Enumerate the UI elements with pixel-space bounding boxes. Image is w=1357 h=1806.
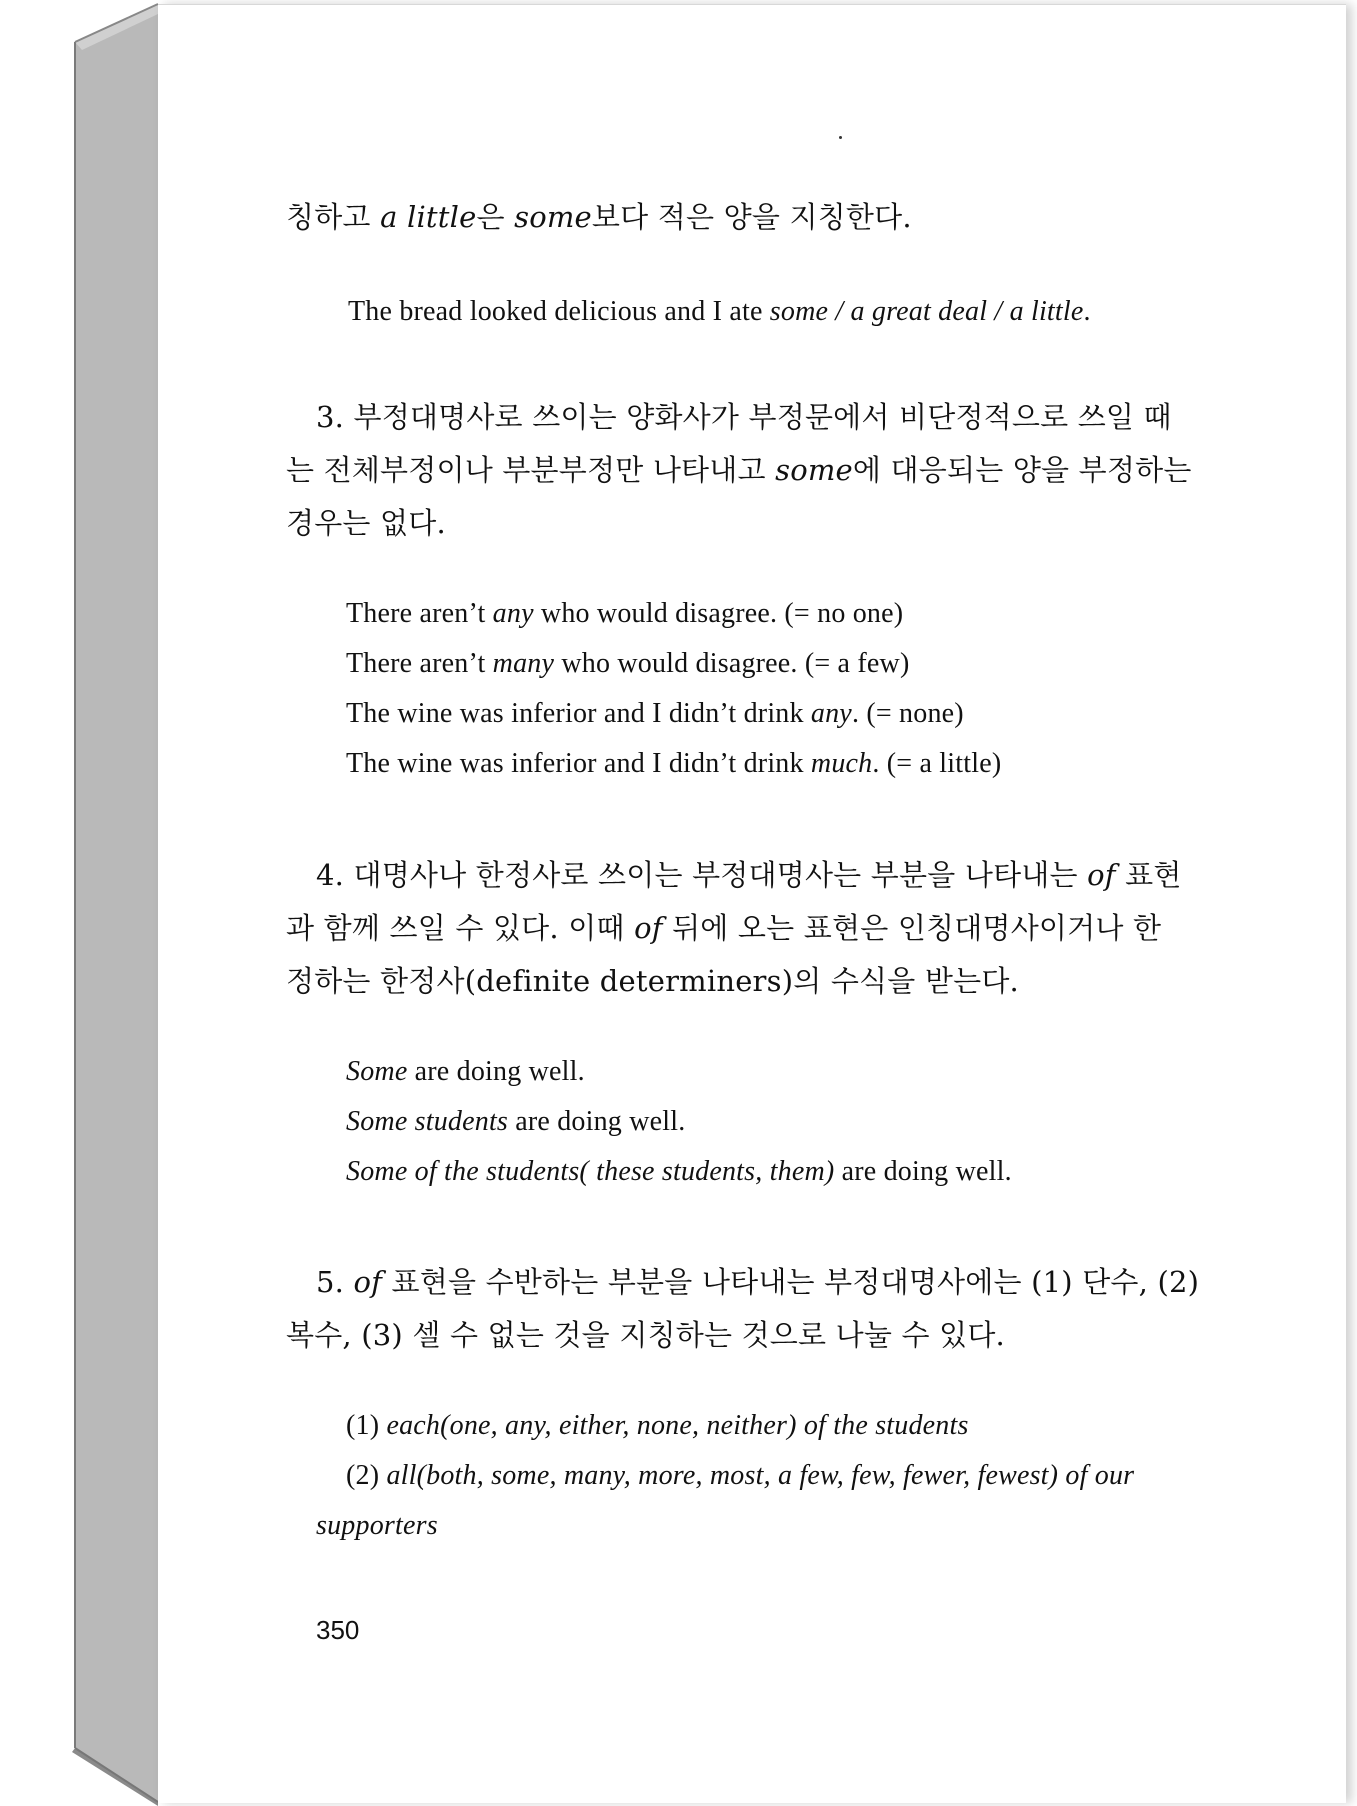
example-term: some / a great deal / a little [769, 296, 1084, 327]
section5-line1 [316, 1260, 1199, 1301]
example-text: are doing well. [508, 1106, 686, 1137]
section3-line1: 3. 부정대명사로 쓰이는 양화사가 부정문에서 비단정적으로 쓰일 때 [316, 400, 1172, 434]
example-text: There aren’t [346, 648, 493, 679]
section5-example [346, 1460, 1134, 1492]
section-text: 5. [316, 1265, 354, 1299]
section3-example [346, 748, 1001, 780]
example-term: all(both, some, many, more, most, a few, few, fewer, fewest) of our [386, 1460, 1135, 1491]
example-term: each(one, any, either, none, neither) of the students [386, 1410, 969, 1441]
section4-line1 [316, 853, 1182, 894]
section-term: of [634, 911, 663, 945]
example-text: There aren’t [346, 598, 493, 629]
section-text: 4. 대명사나 한정사로 쓰이는 부정대명사는 부분을 나타내는 [316, 858, 1088, 892]
section-term: some [775, 453, 853, 487]
section5-example [346, 1410, 969, 1442]
example-term: many [492, 648, 555, 679]
intro-line [286, 195, 912, 236]
example-term: Some students [346, 1106, 509, 1137]
example-text: (2) [346, 1460, 387, 1491]
section4-example [346, 1106, 685, 1138]
section-text: 표현을 수반하는 부분을 나타내는 부정대명사에는 (1) 단수, (2) [382, 1265, 1200, 1299]
example-text: . (= none) [851, 698, 964, 729]
section4-line2 [286, 906, 1161, 947]
stray-dot [839, 136, 842, 139]
section-term: of [1087, 858, 1116, 892]
section4-example [346, 1156, 1012, 1188]
example-term: any [492, 598, 534, 629]
section5-line2: 복수, (3) 셀 수 없는 것을 지칭하는 것으로 나눌 수 있다. [286, 1318, 1005, 1352]
example-text: (1) [346, 1410, 387, 1441]
section-text: 표현 [1115, 858, 1182, 892]
example-term: much [810, 748, 873, 779]
example-text: The wine was inferior and I didn’t drink [346, 698, 811, 729]
example-bread [348, 296, 1091, 328]
intro-text: 보다 적은 양을 지칭한다. [591, 200, 912, 234]
example-text: . [1083, 296, 1091, 327]
section-term: of [353, 1265, 383, 1299]
example-term: any [810, 698, 852, 729]
intro-term: some [514, 200, 592, 234]
section4-example [346, 1056, 585, 1088]
example-text: are doing well. [407, 1056, 585, 1087]
section-text: 뒤에 오는 표현은 인칭대명사이거나 한 [662, 911, 1162, 945]
intro-term: a little [380, 200, 477, 234]
example-text: The wine was inferior and I didn’t drink [346, 748, 811, 779]
section-text: 과 함께 쓰일 수 있다. 이때 [286, 911, 635, 945]
example-term: Some of the students( these students, them) [346, 1156, 835, 1187]
example-text: . (= a little) [872, 748, 1002, 779]
section4-line3: 정하는 한정사(definite determiners)의 수식을 받는다. [286, 964, 1019, 998]
example-text: who would disagree. (= no one) [533, 598, 904, 629]
book-page [158, 4, 1346, 1803]
section3-example [346, 598, 903, 630]
page-number: 350 [316, 1615, 360, 1645]
section-text: 는 전체부정이나 부분부정만 나타내고 [286, 453, 776, 487]
example-text: are doing well. [834, 1156, 1012, 1187]
example-term: Some [346, 1056, 408, 1087]
section3-line3: 경우는 없다. [286, 506, 446, 540]
example-text: who would disagree. (= a few) [554, 648, 910, 679]
intro-text: 은 [476, 200, 515, 234]
section5-example-continuation: supporters [316, 1510, 438, 1541]
section-text: 에 대응되는 양을 부정하는 [852, 453, 1192, 487]
section3-line2 [286, 448, 1192, 489]
section3-example [346, 698, 964, 730]
intro-text: 칭하고 [286, 200, 381, 234]
section3-example [346, 648, 909, 680]
example-text: The bread looked delicious and I ate [348, 296, 770, 327]
